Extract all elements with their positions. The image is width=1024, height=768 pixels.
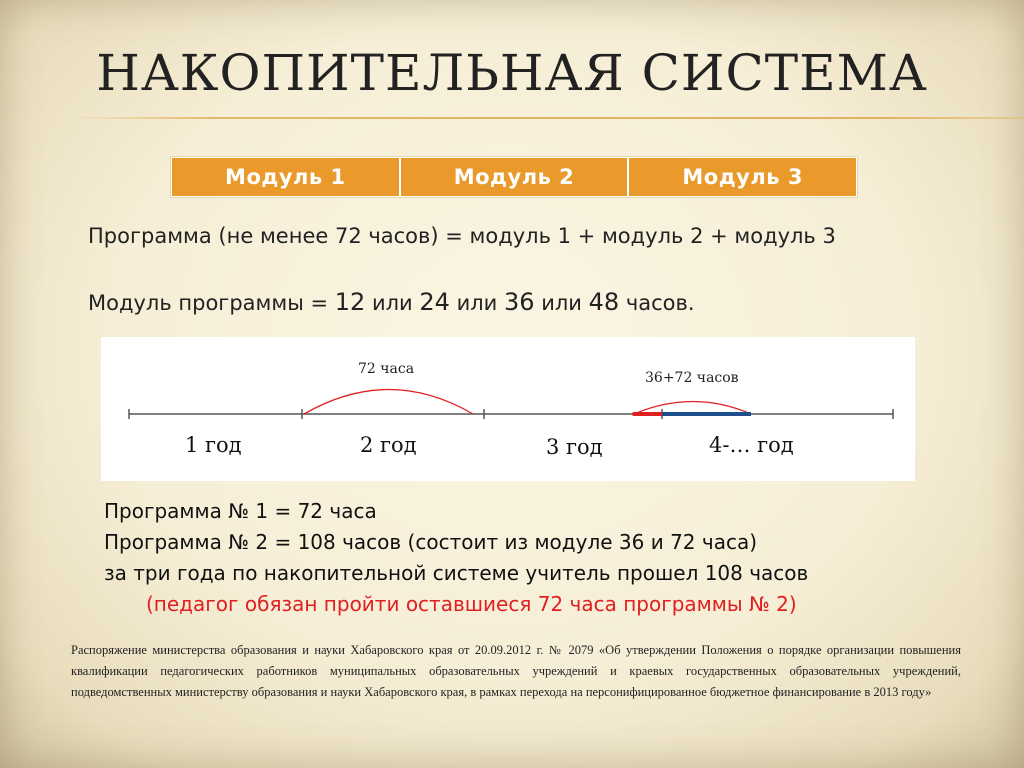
hours-48: 48 <box>588 288 620 316</box>
timeline-diagram <box>101 337 915 481</box>
program-formula: Программа (не менее 72 часов) = модуль 1 + модуль 2 + модуль 3 <box>88 224 836 248</box>
hours-24: 24 <box>419 288 450 316</box>
legal-footnote: Распоряжение министерства образования и науки Хабаровского края от 20.09.2012 г. № 2079 «Об утверждении Положения о порядке организации повышения квалификации педагогических работников муниципальных образовательных учреждений и краевых государственных образовательных учреждений, подведомственных министерству образования и науки Хабаровского края, в рамках перехода на персонифицированное бюджетное финансирование в 2013 году» <box>71 643 961 699</box>
year-3-label: 3 год <box>546 435 603 459</box>
year-4-label: 4-… год <box>709 433 794 457</box>
hours-36: 36 <box>504 288 535 316</box>
hours-suffix: часов. <box>619 291 695 315</box>
module-hours-line <box>88 288 695 316</box>
module-hours-prefix: Модуль программы = <box>88 291 335 315</box>
accumulated-line: за три года по накопительной системе учитель прошел 108 часов <box>104 561 809 585</box>
hours-sep-2: или <box>449 291 504 315</box>
year-1-label: 1 год <box>185 433 242 457</box>
program-2-line: Программа № 2 = 108 часов (состоит из модуле 36 и 72 часа) <box>104 530 757 554</box>
timeline-panel <box>101 337 915 481</box>
arc-72-label: 72 часа <box>358 361 415 377</box>
hours-12: 12 <box>334 288 366 316</box>
obligation-note: (педагог обязан пройти оставшиеся 72 часа программы № 2) <box>146 592 797 616</box>
arc-72-hours <box>304 390 473 415</box>
module-1-cell: Модуль 1 <box>172 158 401 196</box>
program-1-line: Программа № 1 = 72 часа <box>104 499 377 523</box>
module-3-cell: Модуль 3 <box>629 158 856 196</box>
title-divider <box>70 117 1024 119</box>
arc-36-72-label: 36+72 часов <box>645 370 739 386</box>
hours-sep-3: или <box>534 291 589 315</box>
hours-sep-1: или <box>365 291 420 315</box>
modules-table <box>171 157 857 197</box>
module-2-cell: Модуль 2 <box>401 158 630 196</box>
year-2-label: 2 год <box>360 433 417 457</box>
slide-title: НАКОПИТЕЛЬНАЯ СИСТЕМА <box>96 44 928 102</box>
